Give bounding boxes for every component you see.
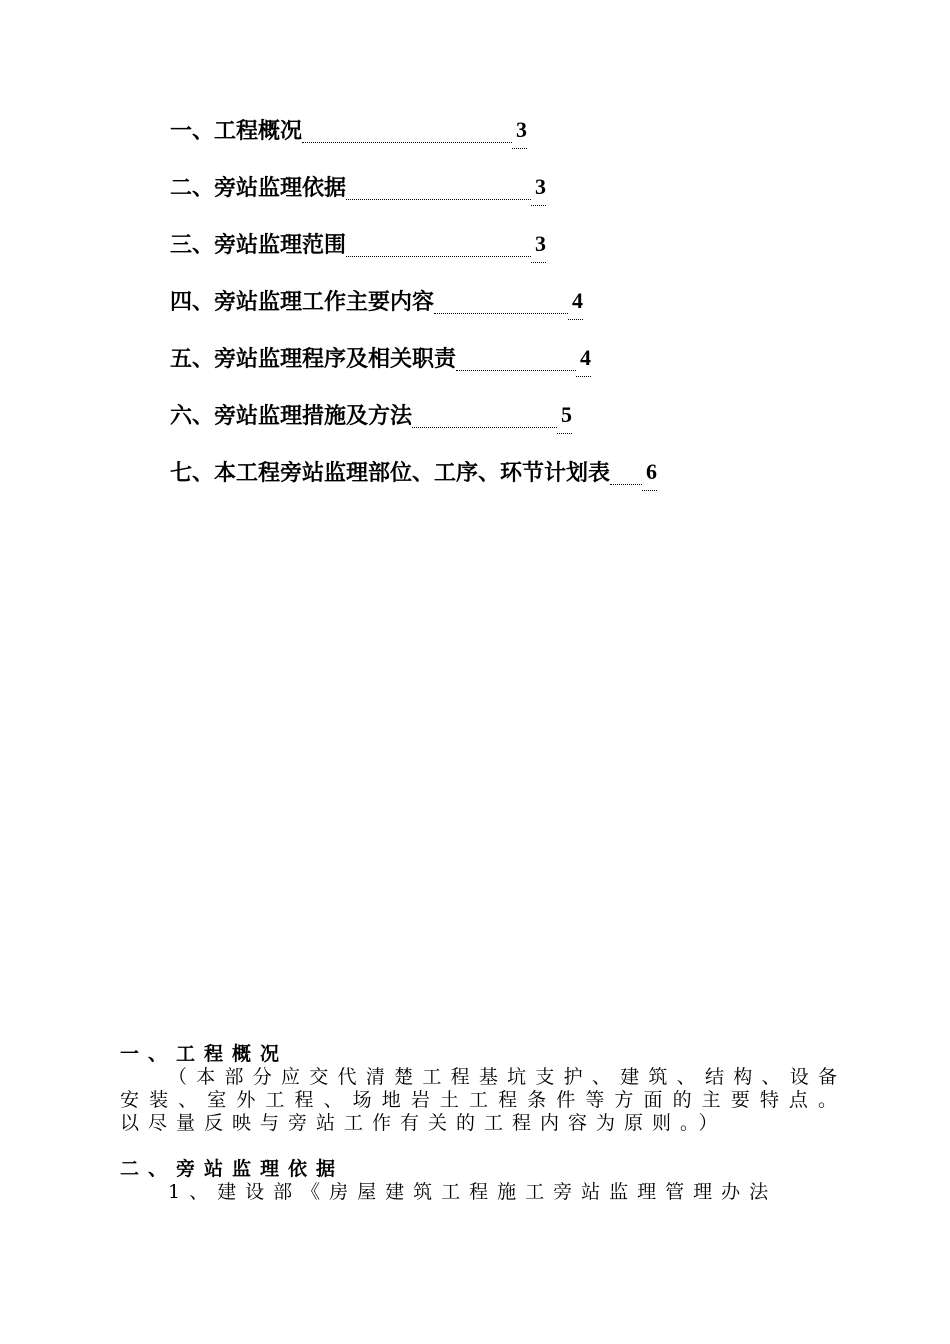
toc-entry[interactable] <box>170 206 657 263</box>
toc-leader <box>346 230 531 257</box>
toc-entry-title: 一、工程概况 <box>170 118 303 144</box>
basis-item: 1、建设部《房屋建筑工程施工旁站监理管理办法 <box>168 1181 778 1203</box>
toc-entry-page: 6 <box>642 454 657 491</box>
toc-entry[interactable] <box>170 263 657 320</box>
toc-entry-page: 3 <box>531 226 546 263</box>
toc-entry-title: 二、旁站监理依据 <box>170 175 347 201</box>
toc-entry-title: 四、旁站监理工作主要内容 <box>170 289 435 315</box>
section-heading-basis: 二、旁站监理依据 <box>120 1158 345 1180</box>
toc-entry-page: 3 <box>512 112 527 149</box>
paragraph-spacer <box>120 1135 846 1158</box>
toc-entry-page: 5 <box>557 397 572 434</box>
toc-entry-title: 五、旁站监理程序及相关职责 <box>170 346 457 372</box>
table-of-contents <box>170 92 657 491</box>
toc-leader <box>412 401 557 428</box>
toc-entry[interactable] <box>170 92 657 149</box>
toc-entry-page: 3 <box>531 169 546 206</box>
toc-leader <box>434 287 568 314</box>
toc-leader <box>346 173 531 200</box>
toc-entry[interactable] <box>170 320 657 377</box>
toc-leader <box>456 344 576 371</box>
toc-entry-title: 七、本工程旁站监理部位、工序、环节计划表 <box>170 460 611 486</box>
toc-entry-page: 4 <box>576 340 591 377</box>
toc-leader <box>302 116 512 143</box>
section-heading-overview: 一、工程概况 <box>120 1043 289 1065</box>
toc-entry[interactable] <box>170 149 657 206</box>
toc-leader <box>610 458 642 485</box>
toc-entry[interactable] <box>170 377 657 434</box>
toc-entry[interactable] <box>170 434 657 491</box>
document-body <box>120 1043 846 1204</box>
toc-entry-page: 4 <box>568 283 583 320</box>
toc-entry-title: 三、旁站监理范围 <box>170 232 347 258</box>
toc-entry-title: 六、旁站监理措施及方法 <box>170 403 413 429</box>
overview-paragraph: （本部分应交代清楚工程基坑支护、建筑、结构、设备安装、室外工程、场地岩土工程条件等方面的主要特点。以尽量反映与旁站工作有关的工程内容为原则。） <box>120 1066 846 1134</box>
